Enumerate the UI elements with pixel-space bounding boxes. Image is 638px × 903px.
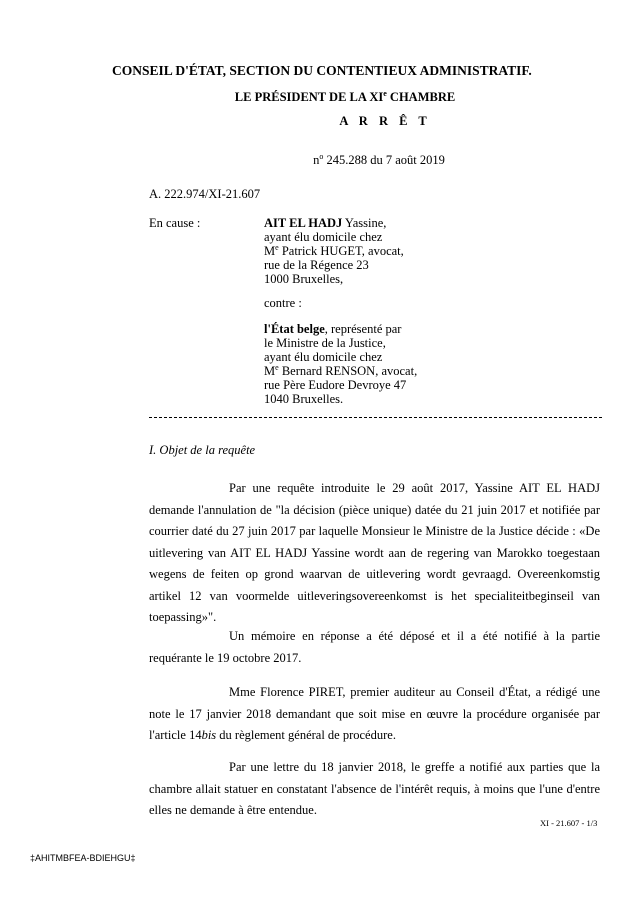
court-title: CONSEIL D'ÉTAT, SECTION DU CONTENTIEUX ADMINISTRATIF. — [112, 63, 532, 78]
applicant-block: AIT EL HADJ Yassine, ayant élu domicile chez Me Patrick HUGET, avocat, rue de la Régence 23 1000 Bruxelles, — [264, 216, 404, 286]
cause-label: En cause : — [149, 216, 201, 230]
paragraph-1: Par une requête introduite le 29 août 2017, Yassine AIT EL HADJ demande l'annulation de "la décision (pièce unique) datée du 21 juin 2017 et notifiée par courrier daté du 27 juin 2017 par laquelle Monsieur le Ministre de la Justice décide : «De uitlevering van AIT EL HADJ Yassine wordt aan de regering van Marokko toegestaan wegens de feiten op grond waarvan de uitlevering wordt gevraagd. Overeenkomstig artikel 12 van voormelde uitleveringsovereenkomst is het specialiteitbeginseil van toepassing»". — [149, 481, 600, 624]
separator-line — [149, 417, 602, 418]
section-heading: I. Objet de la requête — [149, 443, 256, 457]
paragraph-3: Mme Florence PIRET, premier auditeur au Conseil d'État, a rédigé une note le 17 janvier 2018 demandant que soit mise en œuvre la procédure organisée par l'article 14bis du règlement général de procédure. — [149, 685, 600, 742]
decision-number: $n^o$ 245.288 du 7 août 2019 — [313, 152, 445, 167]
judgment-heading: A R R Ê T — [339, 114, 431, 128]
contre-label: contre : — [264, 296, 302, 310]
applicant-name: AIT EL HADJ — [264, 216, 343, 230]
respondent-block: l'État belge, représenté par le Ministre de la Justice, ayant élu domicile chez Me Bernard RENSON, avocat, rue Père Eudore Devroye 47 1040 Bruxelles. — [264, 322, 418, 406]
case-reference: A. 222.974/XI-21.607 — [149, 187, 261, 201]
page-reference: XI - 21.607 - 1/3 — [540, 818, 598, 828]
paragraph-4: Par une lettre du 18 janvier 2018, le greffe a notifié aux parties que la chambre allait statuer en constatant l'absence de l'intérêt requis, à moins que l'une d'entre elles ne demande à être entendue. — [149, 760, 600, 817]
respondent-name: l'État belge — [264, 322, 325, 336]
chamber-title: LE PRÉSIDENT DE LA XIe CHAMBRE — [234, 89, 456, 104]
paragraph-2: Un mémoire en réponse a été déposé et il a été notifié à la partie requérante le 19 octobre 2017. — [149, 629, 600, 665]
barcode-text: ‡AHITMBFEA-BDIEHGU‡ — [30, 853, 136, 863]
